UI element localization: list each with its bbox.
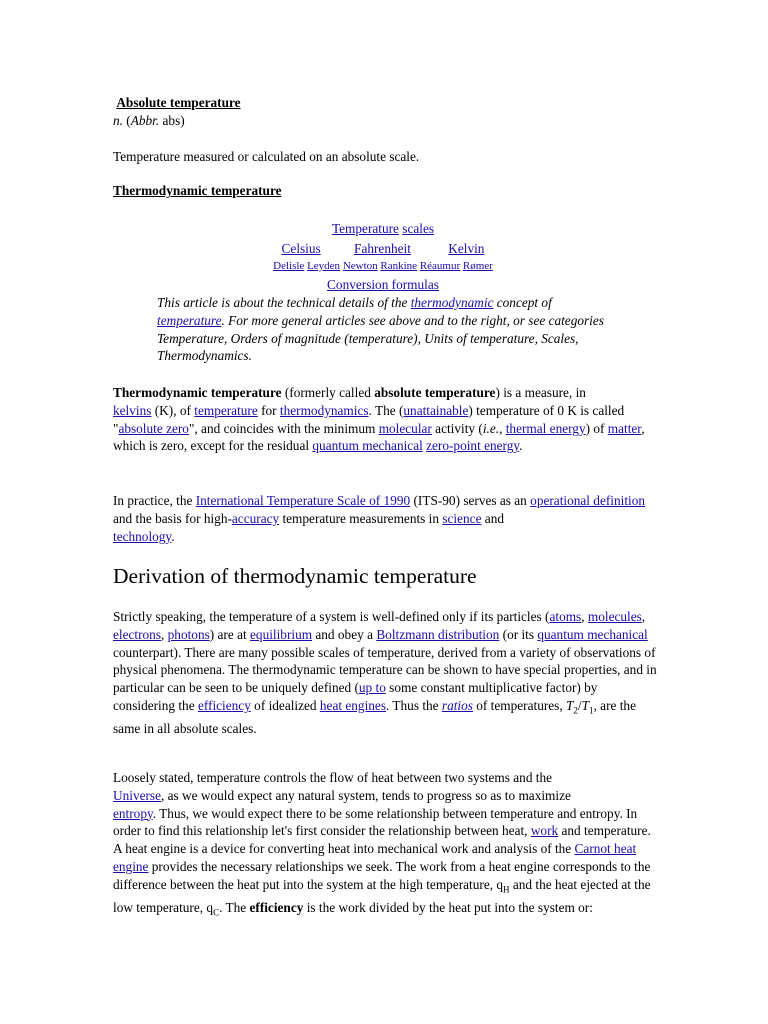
hatnote — [157, 294, 617, 365]
bold-term: Thermodynamic temperature — [113, 385, 282, 400]
math-subscript: C — [213, 907, 220, 918]
text: , — [581, 609, 588, 624]
math-subscript: 1 — [589, 705, 594, 716]
nav-link-celsius[interactable]: Celsius — [281, 240, 321, 256]
italic-text: i.e. — [482, 420, 500, 436]
text: ) is a measure, in — [495, 385, 586, 400]
nav-link-delisle[interactable]: Delisle — [273, 259, 305, 272]
nav-link-newton[interactable]: Newton — [342, 259, 378, 272]
link-thermodynamic[interactable]: thermodynamic — [410, 295, 494, 310]
text: , — [499, 420, 506, 436]
paragraph-intro — [113, 384, 658, 455]
text: is the work divided by the heat put into the system or: — [303, 900, 593, 916]
link-molecules[interactable]: molecules — [587, 609, 642, 624]
link-universe[interactable]: Universe — [113, 787, 161, 803]
link-boltzmann-distribution[interactable]: Boltzmann distribution — [376, 626, 500, 642]
math-subscript: H — [503, 884, 510, 895]
link-matter[interactable]: matter — [607, 420, 642, 436]
hatnote-text: concept of — [493, 295, 552, 310]
entry-term: Absolute temperature — [116, 95, 241, 110]
text: some constant multiplicative factor) by considering the — [113, 680, 598, 713]
link-atoms[interactable]: atoms — [549, 609, 582, 624]
text: . The — [219, 900, 250, 916]
link-photons[interactable]: photons — [167, 626, 210, 642]
text: of temperatures, — [472, 697, 566, 713]
link-equilibrium[interactable]: equilibrium — [250, 626, 313, 642]
text: . The ( — [368, 402, 404, 418]
section-heading: Derivation of thermodynamic temperature — [113, 564, 477, 588]
link-entropy[interactable]: entropy — [113, 805, 153, 821]
text: Loosely stated, temperature controls the flow of heat between two systems and the — [113, 770, 553, 785]
link-work[interactable]: work — [530, 823, 559, 839]
nav-link-rankine[interactable]: Rankine — [380, 259, 418, 272]
text: . — [519, 438, 523, 454]
nav-link-reaumur[interactable]: Réaumur — [419, 259, 461, 272]
link-efficiency[interactable]: efficiency — [197, 697, 251, 713]
link-molecular[interactable]: molecular — [378, 420, 432, 436]
text: and obey a — [312, 626, 377, 642]
entry-header: Absolute temperature n. (Abbr. abs) — [113, 95, 241, 128]
nav-link-scales[interactable]: scales — [402, 221, 435, 236]
link-kelvins[interactable]: kelvins — [113, 402, 152, 418]
subheading: Thermodynamic temperature — [113, 183, 282, 198]
link-quantum-mechanical[interactable]: quantum mechanical — [537, 626, 648, 642]
nav-link-temperature[interactable]: Temperature — [331, 221, 399, 236]
link-accuracy[interactable]: accuracy — [231, 510, 280, 526]
text: , as we would expect any natural system, tends to progress so as to maximize — [161, 787, 571, 803]
link-electrons[interactable]: electrons — [113, 626, 161, 642]
link-ratios[interactable]: ratios — [441, 697, 473, 713]
text: and the basis for high- — [113, 510, 232, 526]
text: ) are at — [209, 626, 251, 642]
text: provides the necessary relationships we seek. The work from a heat engine corresponds to the difference between the heat put into the system at the high temperature, q — [113, 858, 651, 892]
math-symbol: / — [577, 697, 582, 713]
math-symbol: T — [566, 697, 574, 713]
text: activity ( — [431, 420, 483, 436]
definition: Temperature measured or calculated on an absolute scale. — [113, 149, 420, 164]
link-temperature[interactable]: temperature — [194, 402, 258, 418]
nav-link-fahrenheit[interactable]: Fahrenheit — [354, 240, 411, 256]
paragraph-derivation — [113, 608, 658, 738]
link-up-to[interactable]: up to — [358, 680, 386, 696]
hatnote-text: . For more general articles see above and to the right, or see categories Temperature, Orders of magnitude (temperature), Units of temperature, Scales, Thermodynamics. — [157, 312, 604, 364]
math-symbol: T — [581, 697, 590, 713]
link-zero-point-energy[interactable]: zero-point energy — [426, 438, 520, 454]
text: (or its — [499, 626, 538, 642]
link-heat-engines[interactable]: heat engines — [319, 697, 386, 713]
nav-link-romer[interactable]: Rømer — [462, 259, 493, 272]
link-thermodynamics[interactable]: thermodynamics — [279, 402, 369, 418]
text: . Thus, we would expect there to be some relationship between temperature and entropy. In order to find this relationship let's first consider the relationship between heat, — [113, 805, 638, 839]
text: and the heat ejected at the low temperature, q — [113, 876, 651, 916]
nav-link-leyden[interactable]: Leyden — [307, 259, 341, 272]
bold-term: efficiency — [249, 900, 304, 916]
nav-link-conversion-formulas[interactable]: Conversion formulas — [327, 277, 439, 293]
abbr-label: Abbr. — [130, 112, 160, 128]
text: counterpart). There are many possible scales of temperature, derived from a variety of observations of physical phenomena. The thermodynamic temperature can be shown to have special properties, and in particular can be seen to be uniquely defined ( — [113, 644, 657, 696]
part-of-speech: n. — [113, 112, 123, 128]
text: , are the same in all absolute scales. — [113, 697, 636, 737]
text: . — [171, 528, 175, 544]
text: , — [161, 626, 168, 642]
text: . Thus the — [386, 697, 442, 713]
text: In practice, the — [113, 493, 196, 508]
text: (ITS-90) serves as an — [410, 493, 531, 508]
text: ", and coincides with the minimum — [188, 420, 379, 436]
link-temperature[interactable]: temperature — [157, 312, 222, 328]
link-operational-definition[interactable]: operational definition — [530, 493, 646, 508]
link-quantum-mechanical[interactable]: quantum mechanical — [312, 438, 423, 454]
paragraph-practice — [113, 492, 658, 545]
text: ) of — [585, 420, 608, 436]
hatnote-text: This article is about the technical details of the — [157, 295, 411, 310]
link-science[interactable]: science — [442, 510, 482, 526]
nav-link-kelvin[interactable]: Kelvin — [448, 240, 485, 256]
bold-term: absolute temperature — [374, 385, 496, 400]
math-subscript: 2 — [573, 705, 578, 716]
text: (K), of — [151, 402, 195, 418]
text: for — [257, 402, 280, 418]
link-thermal-energy[interactable]: thermal energy — [505, 420, 586, 436]
text: , — [641, 609, 646, 624]
text: Strictly speaking, the temperature of a system is well-defined only if its particles ( — [113, 609, 550, 624]
text: of idealized — [250, 697, 320, 713]
text: and — [481, 510, 504, 526]
text: (formerly called — [281, 385, 375, 400]
text: ) temperature of 0 K is called " — [113, 402, 625, 436]
abbr-value: abs — [162, 112, 181, 128]
link-absolute-zero[interactable]: absolute zero — [118, 420, 189, 436]
temperature-navbox — [113, 220, 653, 294]
text: and temperature. A heat engine is a device for converting heat into mechanical work and analysis of the — [113, 823, 651, 857]
link-technology[interactable]: technology — [113, 528, 172, 544]
text: temperature measurements in — [279, 510, 443, 526]
link-its-90[interactable]: International Temperature Scale of 1990 — [195, 493, 411, 508]
paragraph-heat-flow — [113, 769, 658, 923]
link-carnot-heat-engine[interactable]: Carnot heat engine — [113, 841, 637, 874]
text: , which is zero, except for the residual — [113, 420, 645, 454]
link-unattainable[interactable]: unattainable — [403, 402, 469, 418]
